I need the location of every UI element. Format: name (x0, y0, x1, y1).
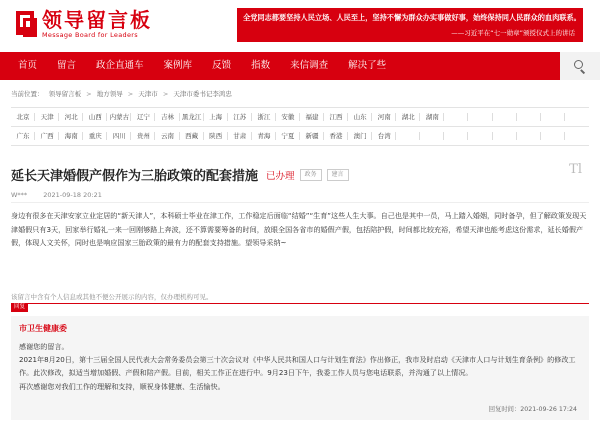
region-link[interactable]: 山西 (83, 108, 107, 126)
region-link[interactable]: 安徽 (276, 108, 300, 126)
region-link (444, 127, 468, 145)
tag-government[interactable]: 政务 (300, 169, 322, 181)
message-meta (11, 191, 116, 199)
region-link[interactable]: 浙江 (252, 108, 276, 126)
nav-item-index[interactable]: 指数 (251, 60, 271, 71)
reply-badge: 回复 (11, 303, 28, 312)
tag-suggestion[interactable]: 建言 (327, 169, 349, 181)
region-link (517, 108, 541, 126)
banner-source: ——习近平在“七一勋章”颁授仪式上的讲话 (451, 29, 575, 37)
region-link (541, 127, 565, 145)
nav-item-survey[interactable]: 来信调查 (290, 60, 329, 71)
logo-mark-icon (16, 11, 38, 37)
nav-item-feedback[interactable]: 反馈 (212, 60, 232, 71)
search-button[interactable] (560, 52, 600, 80)
site-header (0, 0, 600, 48)
breadcrumb-item-local[interactable]: 地方领导 (96, 90, 123, 98)
region-link[interactable]: 江苏 (228, 108, 252, 126)
nav-item-enterprise[interactable]: 政企直通车 (96, 60, 144, 71)
reply-divider (11, 303, 589, 304)
breadcrumb-item-city[interactable]: 天津市 (138, 90, 158, 98)
region-link[interactable]: 新疆 (300, 127, 324, 145)
region-link (493, 108, 517, 126)
region-link[interactable]: 台湾 (372, 127, 396, 145)
region-link[interactable]: 湖南 (420, 108, 444, 126)
region-link[interactable]: 河北 (59, 108, 83, 126)
region-link[interactable]: 宁夏 (276, 127, 300, 145)
region-link (420, 127, 444, 145)
nav-item-message[interactable]: 留言 (57, 60, 77, 71)
divider (11, 202, 589, 203)
region-link[interactable]: 天津 (35, 108, 59, 126)
region-link (517, 127, 541, 145)
region-link[interactable]: 江西 (324, 108, 348, 126)
message-author: W*** (11, 191, 28, 199)
region-link (396, 127, 420, 145)
region-link[interactable]: 甘肃 (228, 127, 252, 145)
breadcrumb-separator: > (127, 90, 134, 98)
region-link (468, 108, 492, 126)
region-link[interactable]: 澳门 (348, 127, 372, 145)
reply-organization: 市卫生健康委 (19, 324, 67, 333)
breadcrumb-prefix: 当前位置： (11, 90, 44, 98)
reply-paragraph: 2021年8月20日，第十三届全国人民代表大会常务委员会第三十次会议对《中华人民共和国人口与计划生育法》作出修正，我市及时启动《天津市人口与计划生育条例》的修改工作。此次修改，拟适当增加婚假、产假和陪产假。目前，相关工作正在进行中。9月23日下午，我委工作人员与您电话联系，并沟通了以上情况。 (19, 355, 576, 378)
privacy-notice: 该留言中含有个人信息或其他不便公开展示的内容，仅办理机构可见。 (11, 293, 213, 301)
region-link[interactable]: 内蒙古 (107, 108, 131, 126)
message-time: 2021-09-18 20:21 (43, 191, 102, 199)
breadcrumb (11, 89, 235, 98)
region-link[interactable]: 上海 (204, 108, 228, 126)
reply-paragraph: 感谢您的留言。 (19, 342, 69, 351)
logo-title: 领导留言板 (42, 8, 152, 32)
region-link[interactable]: 广西 (35, 127, 59, 145)
region-link[interactable]: 福建 (300, 108, 324, 126)
region-link[interactable]: 贵州 (131, 127, 155, 145)
reply-box (11, 316, 589, 420)
region-link[interactable]: 西藏 (180, 127, 204, 145)
region-link[interactable]: 四川 (107, 127, 131, 145)
message-title-row (11, 165, 349, 184)
region-link (565, 127, 589, 145)
region-link[interactable]: 云南 (155, 127, 179, 145)
region-link (565, 108, 589, 126)
region-link[interactable]: 吉林 (155, 108, 179, 126)
logo-subtitle: Message Board for Leaders (42, 31, 138, 39)
status-badge: 已办理 (266, 170, 295, 182)
breadcrumb-separator: > (162, 90, 169, 98)
region-row (11, 108, 589, 127)
breadcrumb-item-board[interactable]: 领导留言板 (48, 90, 82, 98)
region-table (11, 107, 589, 146)
region-link[interactable]: 湖北 (396, 108, 420, 126)
reply-text (19, 340, 579, 393)
page-title: 延长天津婚假产假作为三胎政策的配套措施 (11, 169, 259, 184)
site-logo[interactable] (16, 9, 152, 39)
region-link[interactable]: 山东 (348, 108, 372, 126)
quote-banner (237, 8, 583, 42)
nav-item-solved[interactable]: 解决了些 (348, 60, 387, 71)
region-link[interactable]: 河南 (372, 108, 396, 126)
nav-item-cases[interactable]: 案例库 (163, 60, 193, 71)
search-icon (574, 60, 586, 72)
breadcrumb-item-leader[interactable]: 天津市委书记李鸿忠 (173, 90, 232, 98)
region-row (11, 127, 589, 146)
region-link[interactable]: 黑龙江 (180, 108, 204, 126)
reply-paragraph: 再次感谢您对我们工作的理解和支持，顺祝身体健康、生活愉快。 (19, 381, 225, 391)
region-link[interactable]: 海南 (59, 127, 83, 145)
nav-item-home[interactable]: 首页 (18, 60, 38, 71)
font-size-icon[interactable]: Tl (569, 162, 582, 177)
banner-quote: 全党同志都要坚持人民立场、人民至上，坚持不懈为群众办实事做好事，始终保持同人民群众的血肉联系。 (243, 13, 581, 22)
region-link[interactable]: 香港 (324, 127, 348, 145)
reply-time: 回复时间：2021-09-26 17:24 (488, 406, 577, 413)
main-nav (0, 52, 600, 80)
region-link (444, 108, 468, 126)
region-link[interactable]: 重庆 (83, 127, 107, 145)
region-link[interactable]: 陕西 (204, 127, 228, 145)
message-body: 身边有很多在天津安家立业定居的“新天津人”，本科硕士毕业在津工作，工作稳定后面临“结婚”“生育”这些人生大事。自己也是其中一员，马上踏入婚姻，同时备孕，但了解政策发现天津婚假只有3天，回家举行婚礼一来一回刚够路上奔波，还不算需要筹备的时间，放眼全国各省市的婚假产假，包括陪护假，时间都比较充裕，希望天津也能考虑这份需求，延长婚假产假，体现人文关怀，同时也是响应国家三胎政策的最有力的配套支持措施。望领导采纳~ (11, 211, 587, 247)
region-link[interactable]: 青海 (252, 127, 276, 145)
region-link (541, 108, 565, 126)
region-link (468, 127, 492, 145)
region-link (493, 127, 517, 145)
region-link[interactable]: 辽宁 (131, 108, 155, 126)
breadcrumb-separator: > (86, 90, 92, 98)
region-link[interactable]: 北京 (11, 108, 35, 126)
region-link[interactable]: 广东 (11, 127, 35, 145)
